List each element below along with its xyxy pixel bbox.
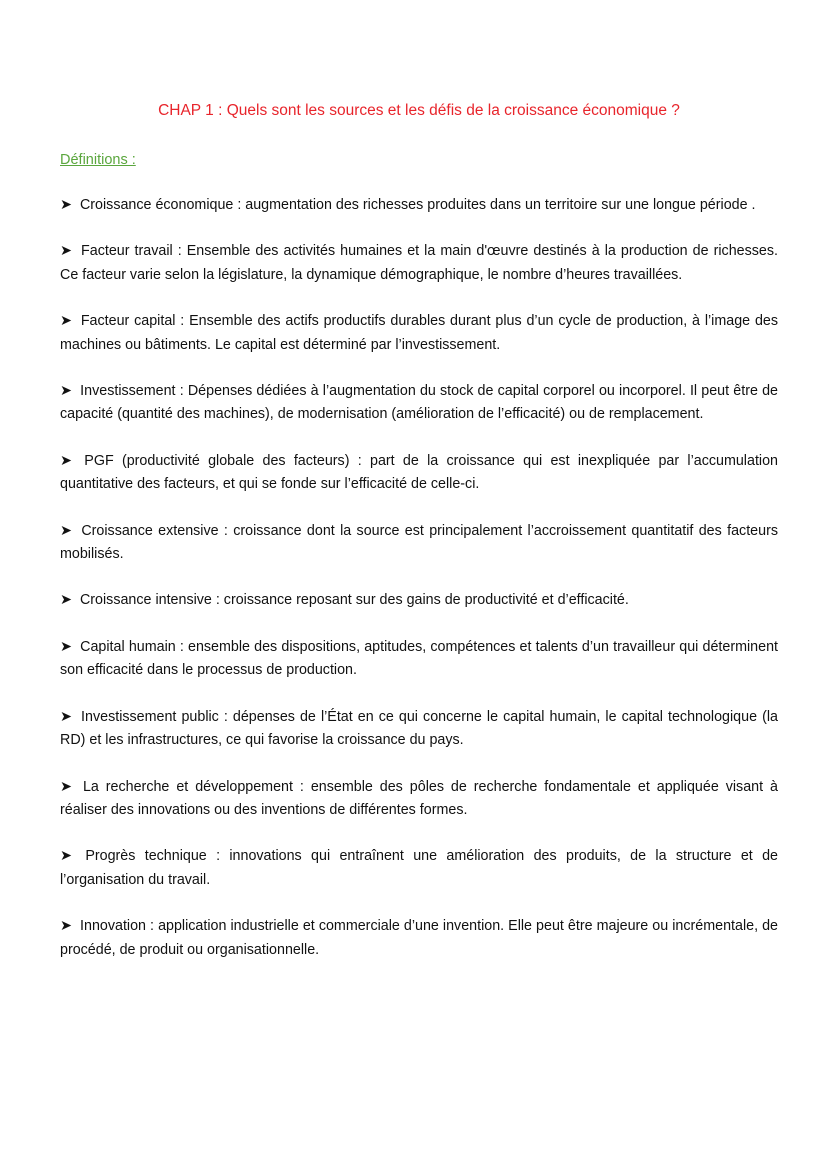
definition-item — [60, 589, 778, 612]
arrow-bullet-icon: ➤ — [60, 243, 72, 260]
definition-text: La recherche et développement : ensemble des pôles de recherche fondamentale et appliquée visant à réaliser des innovations ou des inventions de différentes formes. — [60, 778, 778, 818]
definition-text: Investissement public : dépenses de l’État en ce qui concerne le capital humain, le capital technologique (la RD) et les infrastructures, ce qui favorise la croissance du pays. — [60, 708, 778, 749]
definition-text: Investissement : Dépenses dédiées à l’augmentation du stock de capital corporel ou incorporel. Il peut être de capacité (quantité des machines), de modernisation (amélioration de l’efficacité) ou de remplacement. — [60, 383, 778, 423]
arrow-bullet-icon: ➤ — [60, 708, 72, 725]
arrow-bullet-icon: ➤ — [60, 522, 72, 539]
definition-item — [60, 310, 778, 357]
arrow-bullet-icon: ➤ — [60, 197, 72, 213]
definition-text: Croissance extensive : croissance dont la source est principalement l’accroissement quantitatif des facteurs mobilisés. — [60, 522, 778, 563]
definition-text: Capital humain : ensemble des dispositions, aptitudes, compétences et talents d’un travailleur qui déterminent son efficacité dans le processus de production. — [60, 638, 778, 679]
definition-text: Innovation : application industrielle et commerciale d’une invention. Elle peut être majeure ou incrémentale, de procédé, de produit ou organisationnelle. — [60, 918, 778, 958]
definition-text: Croissance économique : augmentation des richesses produites dans un territoire sur une longue période . — [79, 197, 756, 213]
arrow-bullet-icon: ➤ — [60, 918, 72, 935]
definitions-heading: Définitions : — [60, 152, 136, 168]
definition-text: Facteur capital : Ensemble des actifs productifs durables durant plus d’un cycle de production, à l’image des machines ou bâtiments. Le capital est déterminé par l’investissement. — [60, 313, 778, 353]
definition-item — [60, 380, 778, 427]
definition-item — [60, 636, 778, 683]
arrow-bullet-icon: ➤ — [60, 313, 72, 330]
definition-item — [60, 240, 778, 287]
definition-item — [60, 706, 778, 753]
definition-text: Progrès technique : innovations qui entraînent une amélioration des produits, de la structure et de l’organisation du travail. — [60, 848, 778, 888]
definition-text: Croissance intensive : croissance reposant sur des gains de productivité et d’efficacité. — [79, 592, 629, 609]
chapter-title: CHAP 1 : Quels sont les sources et les défis de la croissance économique ? — [158, 102, 680, 119]
definition-item — [60, 915, 778, 962]
arrow-bullet-icon: ➤ — [60, 848, 72, 865]
definition-text: Facteur travail : Ensemble des activités humaines et la main d'œuvre destinés à la production de richesses. Ce facteur varie selon la législature, la dynamique démographique, le nombre d’heures travaillées. — [60, 243, 778, 283]
definition-item — [60, 450, 778, 497]
definitions-list — [60, 194, 778, 962]
definition-item — [60, 194, 778, 217]
definition-item — [60, 776, 778, 823]
arrow-bullet-icon: ➤ — [60, 383, 72, 400]
definition-item — [60, 520, 778, 567]
arrow-bullet-icon: ➤ — [60, 778, 72, 795]
definition-text: PGF (productivité globale des facteurs) : part de la croissance qui est inexpliquée par l’accumulation quantitative des facteurs, et qui se fonde sur l’efficacité de celle-ci. — [60, 452, 778, 493]
arrow-bullet-icon: ➤ — [60, 452, 72, 469]
arrow-bullet-icon: ➤ — [60, 592, 72, 609]
arrow-bullet-icon: ➤ — [60, 638, 72, 655]
definition-item — [60, 845, 778, 892]
